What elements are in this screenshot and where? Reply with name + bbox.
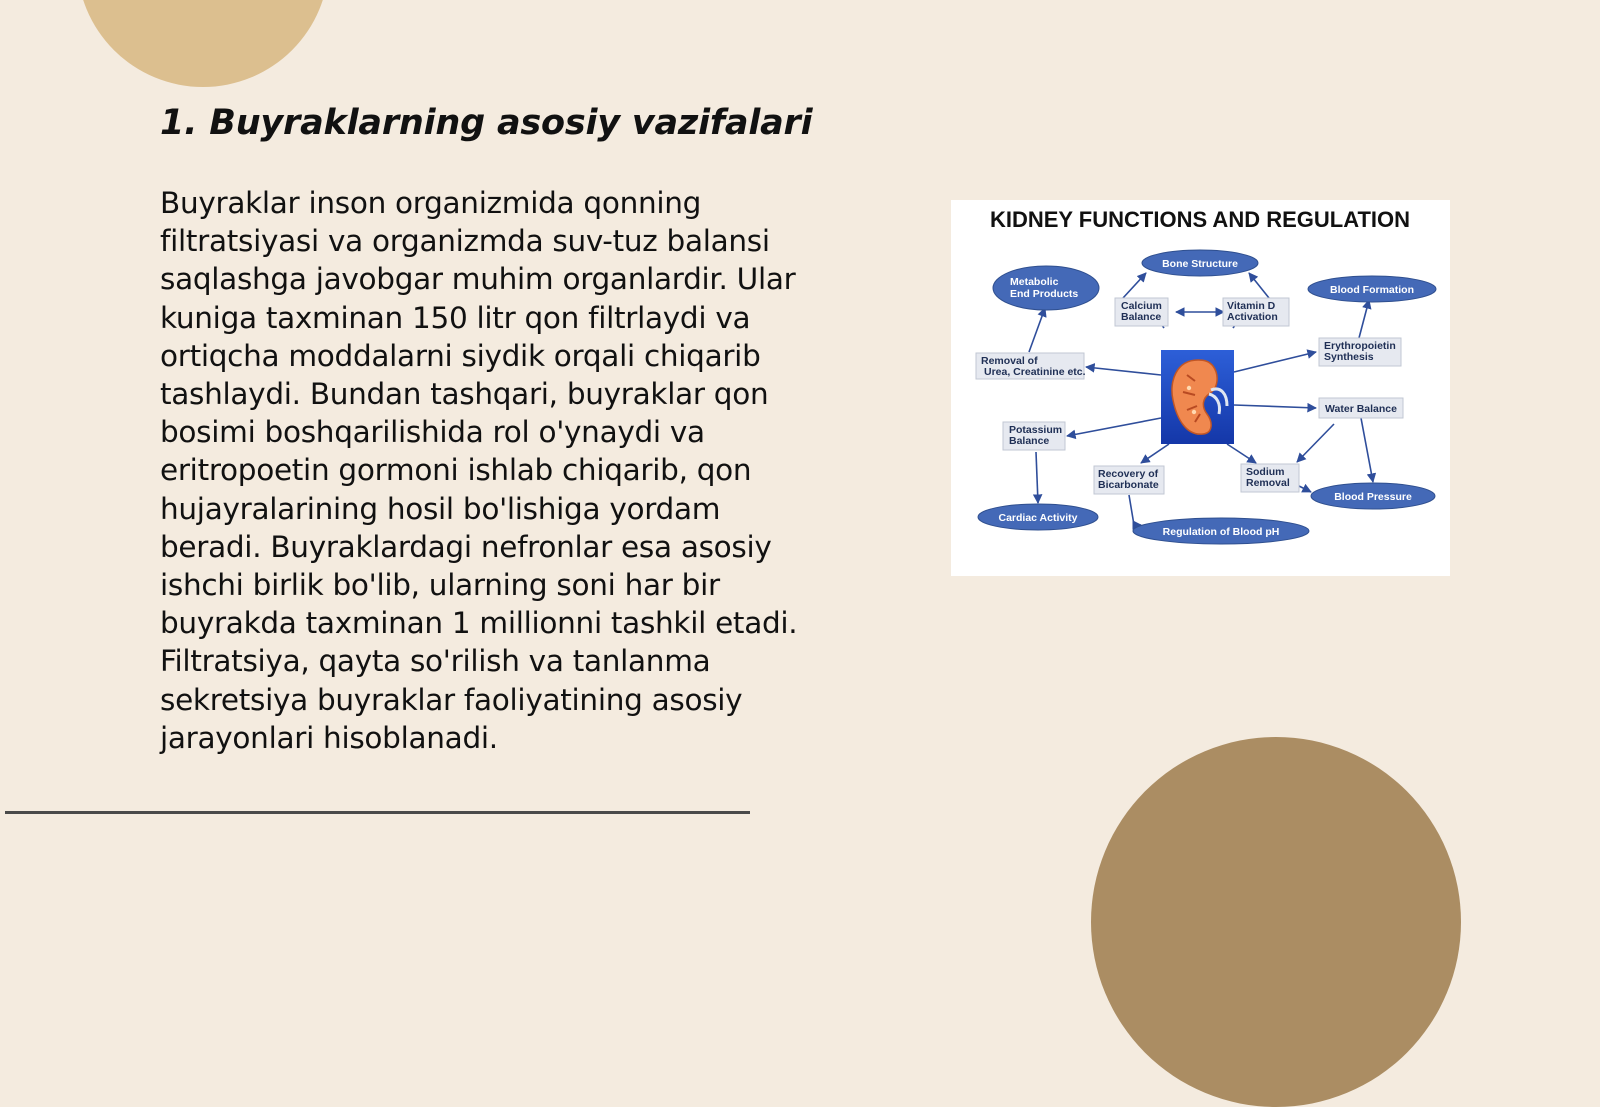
- diagram-svg: [951, 200, 1450, 576]
- arrow-bicarbonate-to-ph: [1129, 495, 1141, 525]
- arrow-calcium-to-bone: [1123, 273, 1146, 298]
- node-calcium-balance: [1115, 298, 1168, 326]
- node-label: End Products: [1010, 288, 1079, 300]
- arrow-water-to-sodium: [1297, 424, 1334, 462]
- body-line: ortiqcha moddalarni siydik orqali chiqarib: [160, 338, 761, 373]
- body-line: kuniga taxminan 150 litr qon filtrlaydi va: [160, 300, 751, 335]
- diagram-title: KIDNEY FUNCTIONS AND REGULATION: [989, 207, 1411, 232]
- node-erythropoietin-synthesis: [1319, 338, 1401, 366]
- node-label: Regulation of Blood pH: [1162, 526, 1280, 538]
- kidney-detail: [1187, 386, 1191, 390]
- arrow-erythropoietin-to-blood-formation: [1359, 300, 1369, 338]
- node-label: Potassium: [1009, 424, 1063, 436]
- body-line: Filtratsiya, qayta so'rilish va tanlanma: [160, 644, 711, 679]
- node-label: Balance: [1009, 435, 1050, 447]
- node-label: Erythropoietin: [1324, 340, 1396, 352]
- node-label: Blood Pressure: [1334, 491, 1412, 503]
- body-line: jarayonlari hisoblanadi.: [160, 720, 498, 755]
- slide-title: 1. Buyraklarning asosiy vazifalari: [160, 103, 813, 143]
- arrow-to-potassium: [1067, 418, 1161, 436]
- node-label: Metabolic: [1010, 276, 1059, 288]
- node-blood-pressure: [1311, 483, 1435, 509]
- node-label: Cardiac Activity: [998, 512, 1078, 524]
- node-cardiac-activity: [978, 504, 1098, 530]
- node-label: Synthesis: [1324, 351, 1374, 363]
- node-vitamin-d-activation: [1223, 298, 1289, 326]
- node-blood-formation: [1308, 276, 1436, 302]
- node-label: Calcium: [1121, 300, 1162, 312]
- kidney-image: [1161, 350, 1234, 444]
- node-label: Bone Structure: [1162, 258, 1238, 270]
- node-label: Urea, Creatinine etc.: [984, 366, 1086, 378]
- arrow-to-removal: [1086, 367, 1161, 375]
- body-line: ishchi birlik bo'lib, ularning soni har bir: [160, 568, 720, 603]
- arrow-to-bicarbonate: [1141, 444, 1169, 463]
- arrow-potassium-to-cardiac: [1036, 452, 1038, 503]
- slide-body-text: [160, 184, 860, 757]
- node-regulation-blood-ph: [1133, 518, 1309, 544]
- node-recovery-of-bicarbonate: [1094, 466, 1164, 494]
- node-label: Removal: [1246, 477, 1290, 489]
- node-label: Blood Formation: [1330, 284, 1414, 296]
- node-label: Sodium: [1246, 466, 1285, 478]
- node-bone-structure: [1142, 250, 1258, 276]
- decorative-circle-bottom: [1091, 737, 1461, 1107]
- body-line: eritropoetin gormoni ishlab chiqarib, qon: [160, 453, 752, 488]
- body-line: saqlashga javobgar muhim organlardir. Ular: [160, 262, 796, 297]
- node-label: Removal of: [981, 355, 1038, 367]
- node-metabolic-end-products: [993, 266, 1099, 310]
- body-line: filtratsiyasi va organizmda suv-tuz balansi: [160, 224, 770, 259]
- arrow-removal-to-metabolic: [1029, 308, 1045, 352]
- kidney-functions-diagram: [951, 200, 1450, 576]
- node-label: Balance: [1121, 311, 1162, 323]
- body-line: Buyraklar inson organizmida qonning: [160, 186, 702, 220]
- arrow-vitamin-d-to-bone: [1249, 273, 1269, 298]
- node-label: Activation: [1227, 311, 1278, 323]
- body-line: buyrakda taxminan 1 millionni tashkil etadi.: [160, 606, 798, 641]
- node-removal-of-urea: [976, 353, 1086, 379]
- body-line: bosimi boshqarilishida rol o'ynaydi va: [160, 415, 705, 450]
- arrow-to-sodium: [1227, 444, 1256, 463]
- node-label: Recovery of: [1098, 468, 1159, 480]
- node-label: Water Balance: [1325, 403, 1397, 415]
- node-label: Vitamin D: [1227, 300, 1276, 312]
- arrow-to-water-balance: [1234, 405, 1316, 408]
- kidney-detail: [1192, 410, 1196, 414]
- node-sodium-removal: [1241, 464, 1299, 492]
- node-potassium-balance: [1003, 422, 1065, 450]
- body-line: hujayralarining hosil bo'lishiga yordam: [160, 491, 721, 526]
- arrow-water-to-blood-pressure: [1361, 418, 1373, 482]
- arrow-to-erythropoietin: [1234, 352, 1316, 372]
- decorative-circle-top: [77, 0, 329, 87]
- node-water-balance: [1319, 398, 1403, 418]
- body-line: sekretsiya buyraklar faoliyatining asosiy: [160, 682, 743, 717]
- node-label: Bicarbonate: [1098, 479, 1159, 491]
- body-line: tashlaydi. Bundan tashqari, buyraklar qon: [160, 377, 769, 412]
- horizontal-divider: [5, 811, 750, 814]
- body-line: beradi. Buyraklardagi nefronlar esa asosiy: [160, 529, 772, 564]
